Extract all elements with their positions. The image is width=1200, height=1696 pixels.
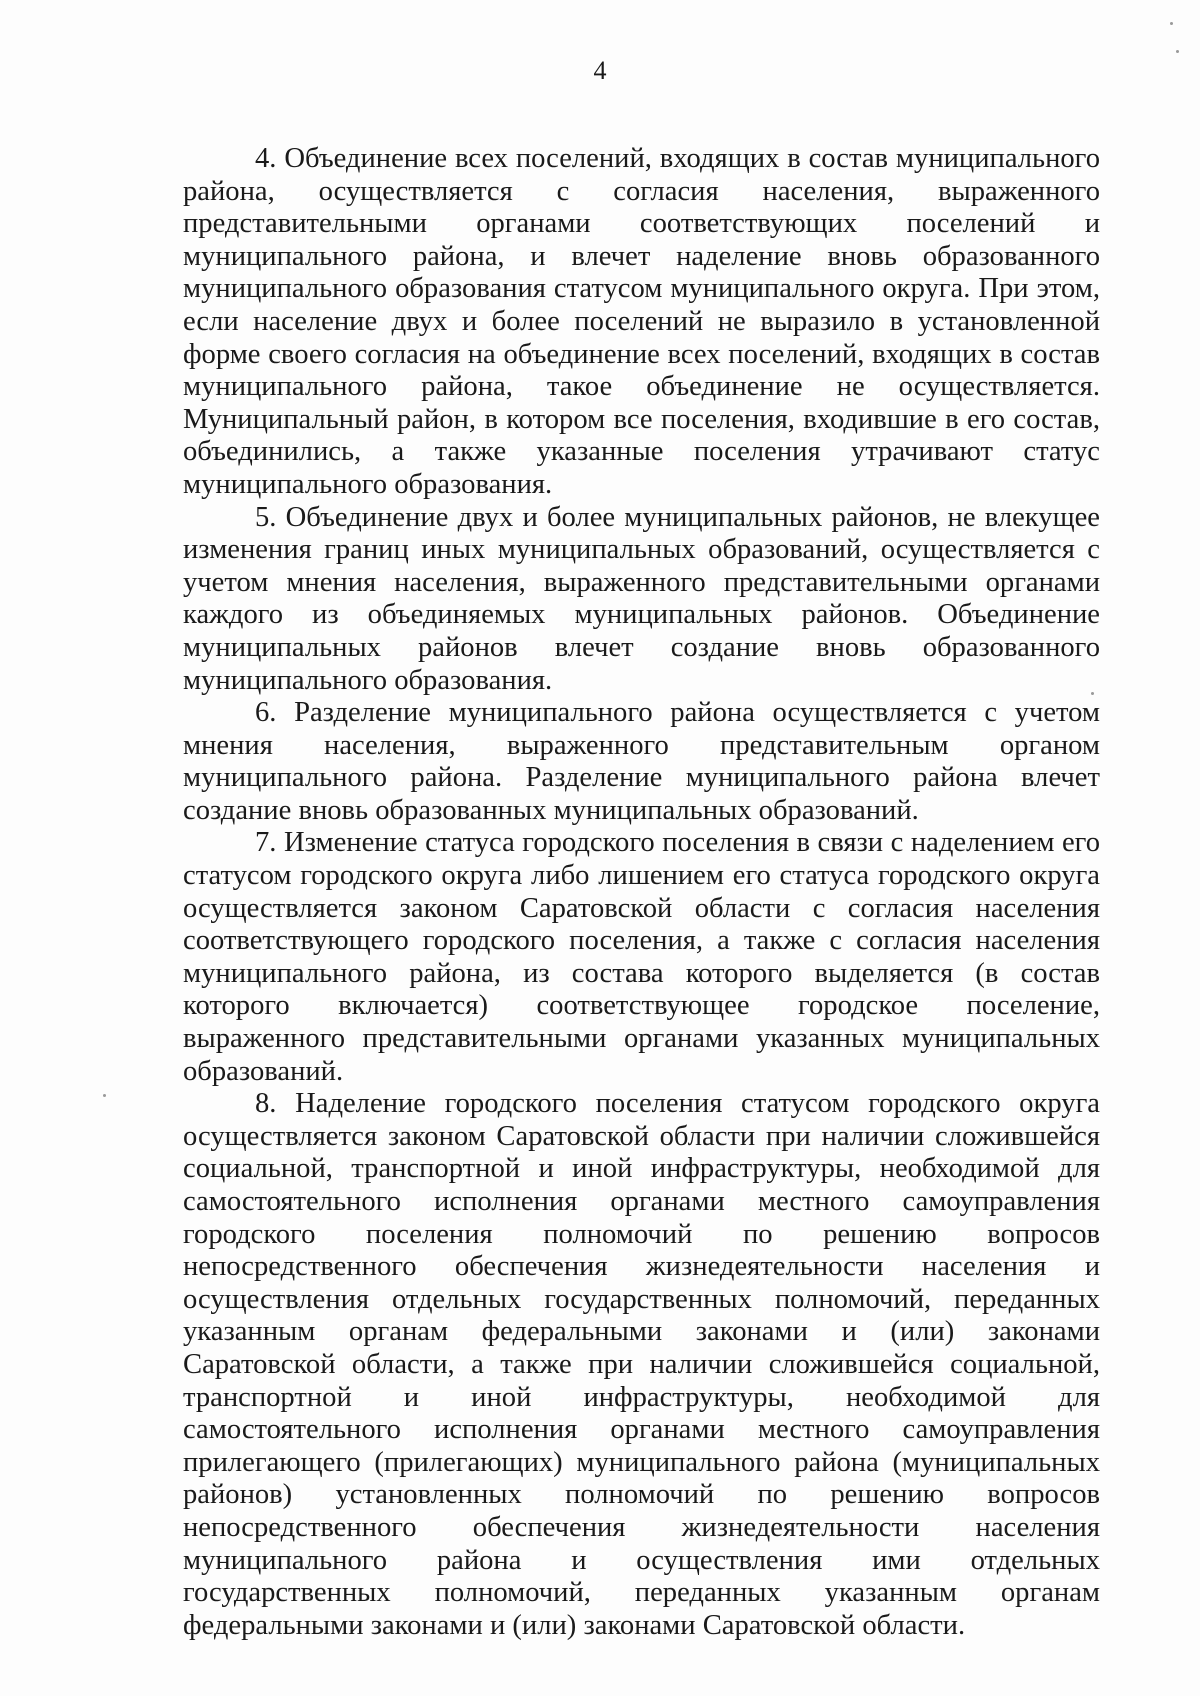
scan-speck <box>1176 50 1179 53</box>
paragraph-4: 4. Объединение всех поселений, входящих в состав муниципального района, осуществляется с согласия населения, выраженного представительными органами соответствующих поселений и муниципального района, и влечет наделение вновь образованного муниципального образования статусом муниципального округа. При этом, если население двух и более поселений не выразило в установленной форме своего согласия на объединение всех поселений, входящих в состав муниципального района, такое объединение не осуществляется. Муниципальный район, в котором все поселения, входившие в его состав, объединились, а также указанные поселения утрачивают статус муниципального образования. <box>183 143 1100 500</box>
paragraph-5: 5. Объединение двух и более муниципальных районов, не влекущее изменения границ иных муниципальных образований, осуществляется с учетом мнения населения, выраженного представительными органами каждого из объединяемых муниципальных районов. Объединение муниципальных районов влечет создание вновь образованного муниципального образования. <box>183 501 1100 696</box>
document-body <box>183 143 1100 1642</box>
paragraph-7: 7. Изменение статуса городского поселения в связи с наделением его статусом городского округа либо лишением его статуса городского округа осуществляется законом Саратовской области с согласия населения соответствующего городского поселения, а также с согласия населения муниципального района, из состава которого выделяется (в состав которого включается) соответствующее городское поселение, выраженного представительными органами указанных муниципальных образований. <box>183 827 1100 1087</box>
page-number: 4 <box>593 56 607 85</box>
scan-speck <box>103 1094 106 1097</box>
scan-speck <box>1091 692 1094 695</box>
paragraph-8: 8. Наделение городского поселения статусом городского округа осуществляется законом Саратовской области при наличии сложившейся социальной, транспортной и иной инфраструктуры, необходимой для самостоятельного исполнения органами местного самоуправления городского поселения полномочий по решению вопросов непосредственного обеспечения жизнедеятельности населения и осуществления отдельных государственных полномочий, переданных указанным органам федеральными законами и (или) законами Саратовской области, а также при наличии сложившейся социальной, транспортной и иной инфраструктуры, необходимой для самостоятельного исполнения органами местного самоуправления прилегающего (прилегающих) муниципального района (муниципальных районов) установленных полномочий по решению вопросов непосредственного обеспечения жизнедеятельности населения муниципального района и осуществления ими отдельных государственных полномочий, переданных указанным органам федеральными законами и (или) законами Саратовской области. <box>183 1088 1100 1641</box>
scan-speck <box>1170 22 1173 25</box>
paragraph-6: 6. Разделение муниципального района осуществляется с учетом мнения населения, выраженного представительным органом муниципального района. Разделение муниципального района влечет создание вновь образованных муниципальных образований. <box>183 697 1100 826</box>
